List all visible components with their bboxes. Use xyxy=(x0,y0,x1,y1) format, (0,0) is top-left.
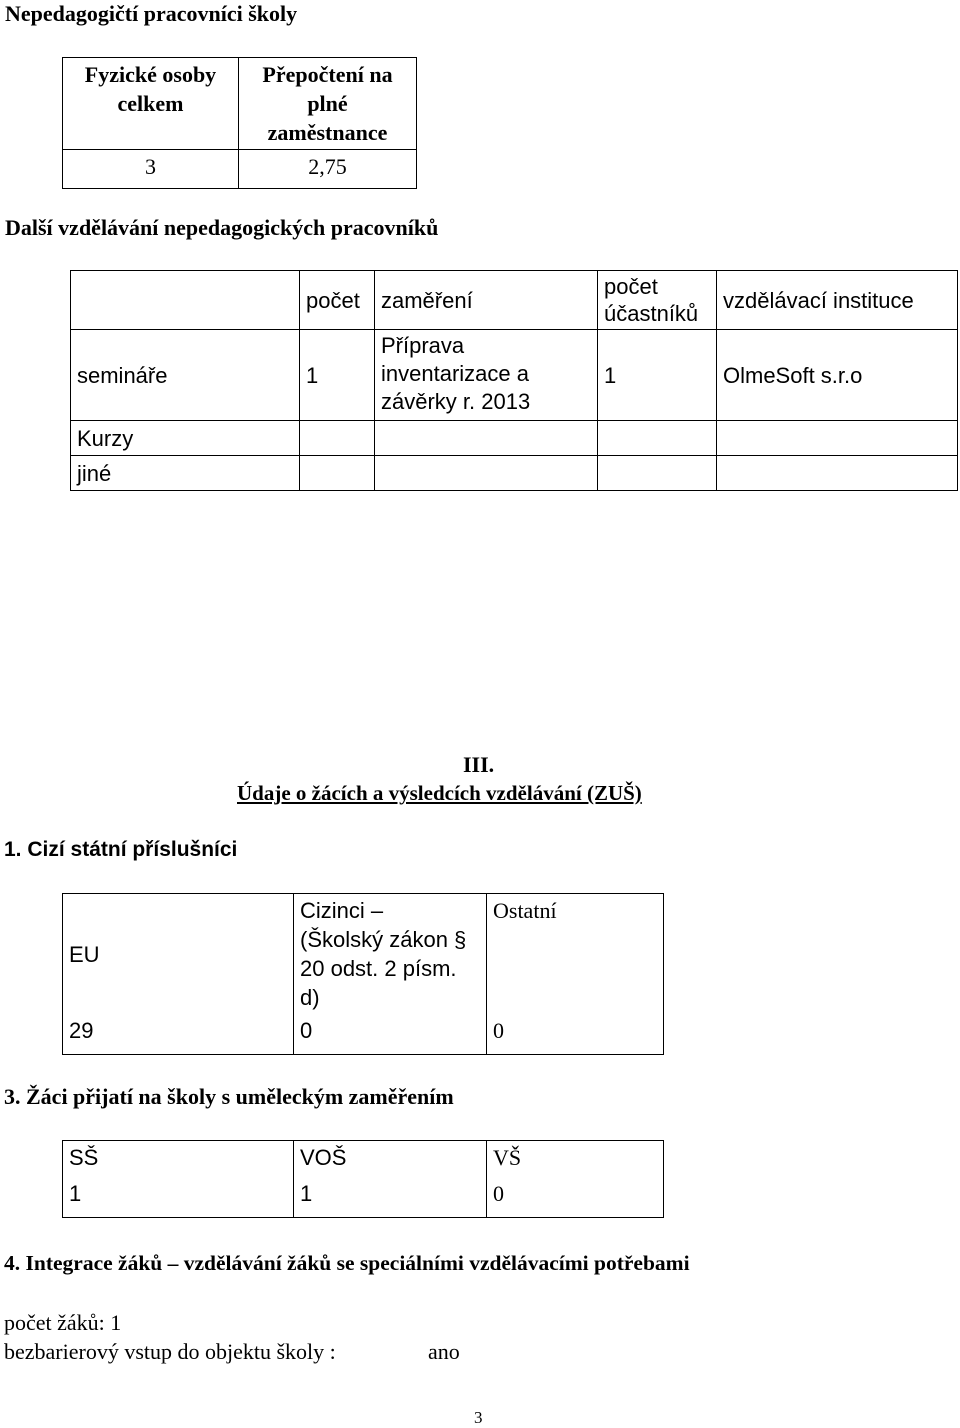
training-header-focus: zaměření xyxy=(375,271,598,330)
staff-val-fte: 2,75 xyxy=(239,150,417,189)
training-row-participants xyxy=(598,421,717,456)
admitted-table xyxy=(62,1140,664,1218)
training-row-institution: OlmeSoft s.r.o xyxy=(717,330,958,421)
training-row-participants: 1 xyxy=(598,330,717,421)
training-row-count: 1 xyxy=(300,330,375,421)
integration-heading: 4. Integrace žáků – vzdělávání žáků se speciálními vzdělávacími potřebami xyxy=(4,1251,690,1275)
training-row-institution xyxy=(717,421,958,456)
admitted-heading: 3. Žáci přijatí na školy s uměleckým zaměřením xyxy=(4,1084,454,1109)
staff-col-physical: Fyzické osoby celkem xyxy=(63,58,239,150)
foreign-val-cizinci: 0 xyxy=(294,1014,487,1055)
staff-val-physical: 3 xyxy=(63,150,239,189)
training-table xyxy=(70,270,958,491)
foreign-table xyxy=(62,893,664,1055)
training-header-count: počet xyxy=(300,271,375,330)
training-row-label: jiné xyxy=(71,456,300,491)
staff-col-fte: Přepočtení na plné zaměstnance xyxy=(239,58,417,150)
training-header-empty xyxy=(71,271,300,330)
training-row-label: semináře xyxy=(71,330,300,421)
training-row-focus: Příprava inventarizace a závěrky r. 2013 xyxy=(375,330,598,421)
barrier-label: bezbarierový vstup do objektu školy : xyxy=(4,1339,336,1364)
foreign-heading: 1. Cizí státní příslušníci xyxy=(4,838,238,861)
training-header-institution: vzdělávací instituce xyxy=(717,271,958,330)
training-row-focus xyxy=(375,456,598,491)
table-row xyxy=(71,330,958,421)
training-header-participants: počet účastníků xyxy=(598,271,717,330)
foreign-col-cizinci: Cizinci – (Školský zákon § 20 odst. 2 písm. d) xyxy=(294,894,487,1015)
training-heading: Další vzdělávání nepedagogických pracovníků xyxy=(5,215,439,240)
foreign-col-ostatni: Ostatní xyxy=(487,894,664,1015)
admitted-val-vs: 0 xyxy=(487,1177,664,1218)
training-row-focus xyxy=(375,421,598,456)
admitted-val-ss: 1 xyxy=(63,1177,294,1218)
foreign-col-eu: EU xyxy=(63,894,294,1015)
staff-table xyxy=(62,57,417,189)
training-row-label: Kurzy xyxy=(71,421,300,456)
admitted-header-ss: SŠ xyxy=(63,1141,294,1178)
admitted-header-vos: VOŠ xyxy=(294,1141,487,1178)
table-row xyxy=(71,421,958,456)
training-row-count xyxy=(300,421,375,456)
section-title: Údaje o žácích a výsledcích vzdělávání (ZUŠ) xyxy=(237,781,642,805)
foreign-val-eu: 29 xyxy=(63,1014,294,1055)
section-roman: III. xyxy=(463,752,495,777)
admitted-header-vs: VŠ xyxy=(487,1141,664,1178)
training-row-participants xyxy=(598,456,717,491)
pupils-count: počet žáků: 1 xyxy=(4,1310,122,1335)
barrier-value: ano xyxy=(428,1339,460,1364)
table-row xyxy=(71,456,958,491)
admitted-val-vos: 1 xyxy=(294,1177,487,1218)
foreign-val-ostatni: 0 xyxy=(487,1014,664,1055)
staff-heading: Nepedagogičtí pracovníci školy xyxy=(5,1,298,26)
page-number: 3 xyxy=(474,1408,483,1427)
training-row-count xyxy=(300,456,375,491)
training-row-institution xyxy=(717,456,958,491)
